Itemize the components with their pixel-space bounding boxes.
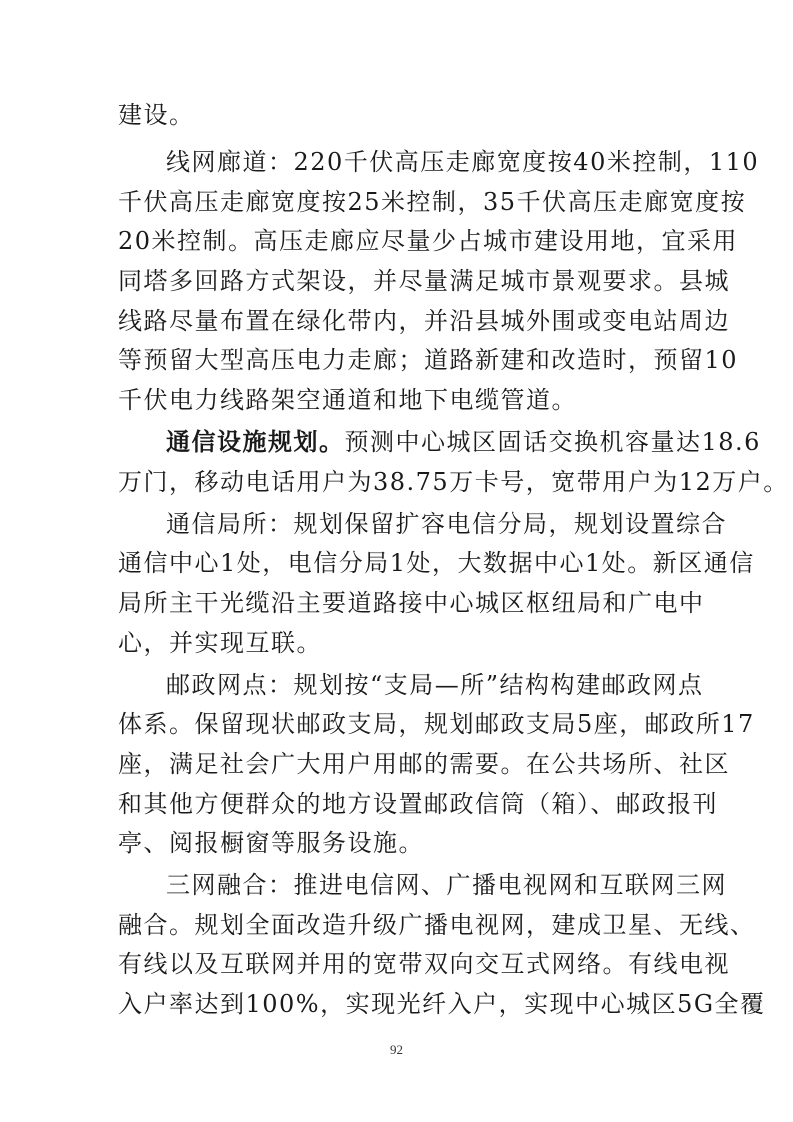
text-line: 体系。保留现状邮政支局，规划邮政支局5座，邮政所17 xyxy=(118,710,755,738)
text-line: 邮政网点：规划按“支局—所”结构构建邮政网点 xyxy=(166,671,704,699)
text-line: 建设。 xyxy=(118,101,195,129)
text-line: 和其他方便群众的地方设置邮政信筒（箱）、邮政报刊 xyxy=(118,790,718,818)
text-line: 心，并实现互联。 xyxy=(118,629,322,657)
text-line: 座，满足社会广大用户用邮的需要。在公共场所、社区 xyxy=(118,750,730,778)
section-paragraph-first-line xyxy=(166,425,761,459)
text-line: 三网融合：推进电信网、广播电视网和互联网三网 xyxy=(166,871,727,899)
text-line: 亭、阅报橱窗等服务设施。 xyxy=(118,829,424,857)
text-line: 同塔多回路方式架设，并尽量满足城市景观要求。县城 xyxy=(118,267,730,295)
text-line: 等预留大型高压电力走廊；道路新建和改造时，预留10 xyxy=(118,346,739,374)
text-line: 融合。规划全面改造升级广播电视网，建成卫星、无线、 xyxy=(118,911,756,939)
section-heading: 通信设施规划。 xyxy=(166,427,345,456)
text-span: 预测中心城区固话交换机容量达18.6 xyxy=(344,428,761,456)
text-line: 通信中心1处，电信分局1处，大数据中心1处。新区通信 xyxy=(118,549,755,577)
text-line: 局所主干光缆沿主要道路接中心城区枢纽局和广电中 xyxy=(118,589,705,617)
text-line: 通信局所：规划保留扩容电信分局，规划设置综合 xyxy=(166,510,727,538)
text-line: 有线以及互联网并用的宽带双向交互式网络。有线电视 xyxy=(118,950,730,978)
text-line: 千伏高压走廊宽度按25米控制，35千伏高压走廊宽度按 xyxy=(118,188,747,216)
page-number: 92 xyxy=(390,1042,403,1057)
text-line: 万门，移动电话用户为38.75万卡号，宽带用户为12万户。 xyxy=(118,468,789,496)
text-line: 入户率达到100%，实现光纤入户，实现中心城区5G全覆 xyxy=(118,990,766,1018)
text-line: 线网廊道：220千伏高压走廊宽度按40米控制，110 xyxy=(166,148,760,176)
text-line: 千伏电力线路架空通道和地下电缆管道。 xyxy=(118,386,577,414)
text-line: 线路尽量布置在绿化带内，并沿县城外围或变电站周边 xyxy=(118,307,730,335)
text-line: 20米控制。高压走廊应尽量少占城市建设用地，宜采用 xyxy=(118,227,739,255)
